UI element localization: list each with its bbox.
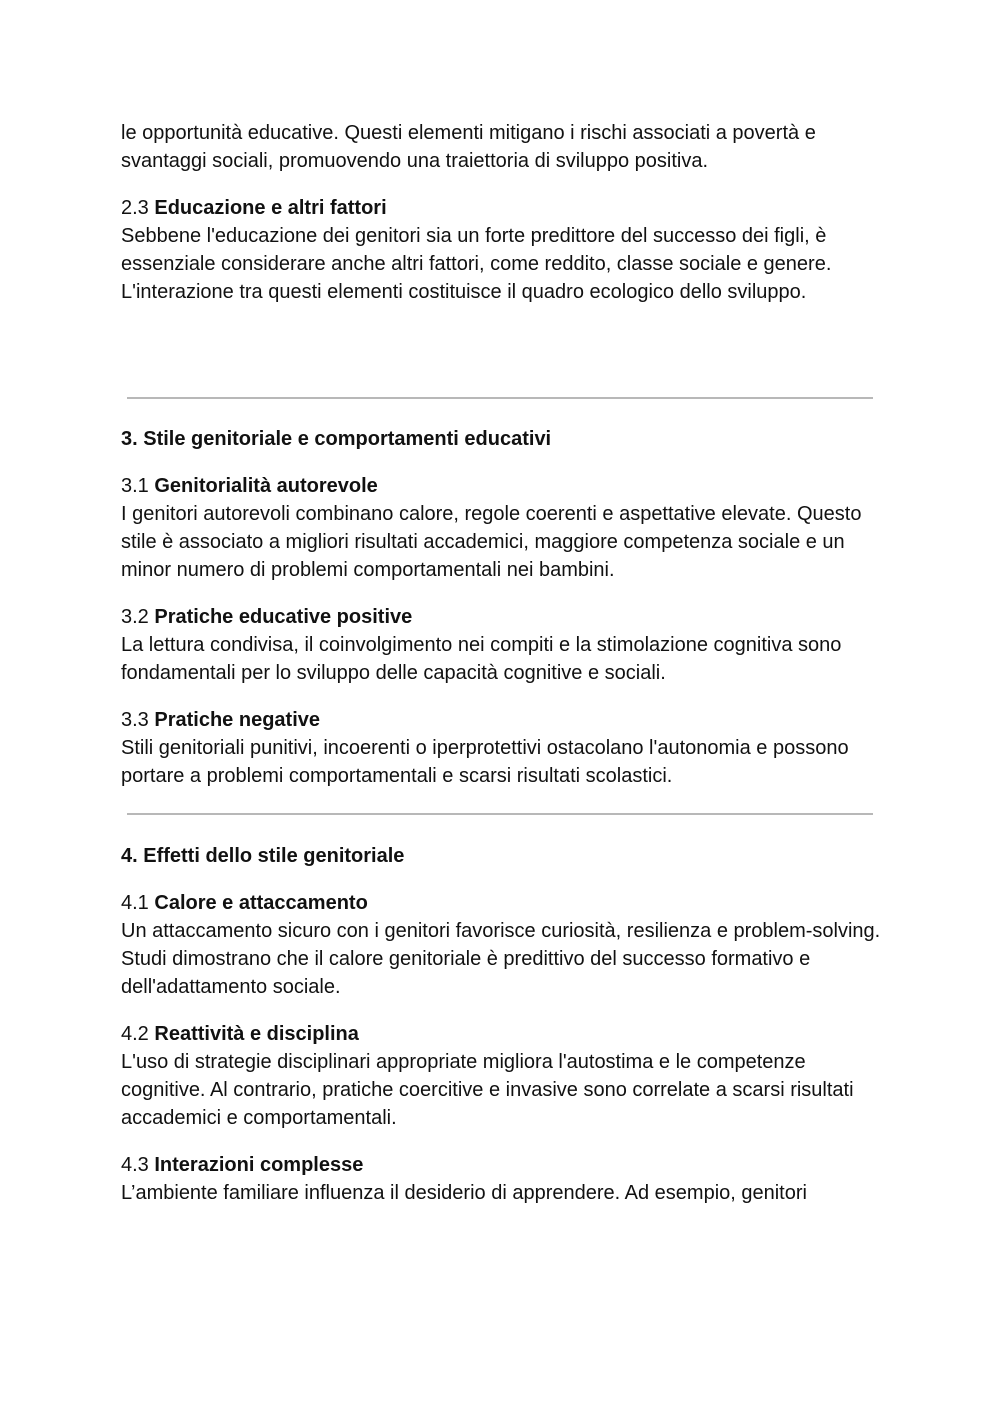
intro-paragraph: le opportunità educative. Questi elementi mitigano i rischi associati a povertà e svantaggi sociali, promuovendo una traiettoria di sviluppo positiva.	[121, 122, 816, 172]
subsection-body: I genitori autorevoli combinano calore, regole coerenti e aspettative elevate. Questo stile è associato a migliori risultati accademici, maggiore competenza sociale e un minor numero di problemi comportamentali nei bambini.	[121, 503, 862, 581]
subsection-heading	[121, 1020, 881, 1048]
subsection-body: Sebbene l'educazione dei genitori sia un forte predittore del successo dei figli, è essenziale considerare anche altri fattori, come reddito, classe sociale e genere. L'interazione tra questi elementi costituisce il quadro ecologico dello sviluppo.	[121, 225, 832, 303]
subsection-title: Pratiche negative	[154, 709, 320, 731]
subsection-heading	[121, 194, 881, 222]
section-4-title: 4. Effetti dello stile genitoriale	[121, 845, 405, 867]
subsection-heading	[121, 889, 881, 917]
subsection-body: Un attaccamento sicuro con i genitori favorisce curiosità, resilienza e problem-solving. Studi dimostrano che il calore genitoriale è predittivo del successo formativo e dell'adattamento sociale.	[121, 920, 881, 998]
subsection-title: Calore e attaccamento	[154, 892, 368, 914]
subsection-number: 3.2	[121, 606, 149, 628]
subsection-3-2	[121, 603, 881, 687]
subsection-3-1	[121, 472, 881, 584]
subsection-heading	[121, 706, 881, 734]
subsection-heading	[121, 1151, 881, 1179]
subsection-title: Reattività e disciplina	[154, 1023, 359, 1045]
subsection-title: Educazione e altri fattori	[154, 197, 387, 219]
subsection-body: La lettura condivisa, il coinvolgimento nei compiti e la stimolazione cognitiva sono fondamentali per lo sviluppo delle capacità cognitive e sociali.	[121, 634, 842, 684]
subsection-4-2	[121, 1020, 881, 1132]
subsection-number: 3.1	[121, 475, 149, 497]
section-3-title: 3. Stile genitoriale e comportamenti educativi	[121, 428, 552, 450]
subsection-body: Stili genitoriali punitivi, incoerenti o iperprotettivi ostacolano l'autonomia e possono portare a problemi comportamentali e scarsi risultati scolastici.	[121, 737, 849, 787]
subsection-3-3	[121, 706, 881, 790]
subsection-4-1	[121, 889, 881, 1001]
subsection-2-3	[121, 194, 881, 306]
subsection-title: Pratiche educative positive	[154, 606, 413, 628]
subsection-number: 2.3	[121, 197, 149, 219]
document-page	[121, 119, 881, 1207]
subsection-heading	[121, 603, 881, 631]
subsection-4-3	[121, 1151, 881, 1207]
subsection-title: Interazioni complesse	[154, 1154, 364, 1176]
subsection-number: 3.3	[121, 709, 149, 731]
subsection-number: 4.3	[121, 1154, 149, 1176]
subsection-number: 4.1	[121, 892, 149, 914]
subsection-number: 4.2	[121, 1023, 149, 1045]
subsection-title: Genitorialità autorevole	[154, 475, 378, 497]
subsection-body: L’ambiente familiare influenza il desiderio di apprendere. Ad esempio, genitori	[121, 1182, 807, 1204]
subsection-heading	[121, 472, 881, 500]
subsection-body: L'uso di strategie disciplinari appropriate migliora l'autostima e le competenze cognitive. Al contrario, pratiche coercitive e invasive sono correlate a scarsi risultati accademici e comportamentali.	[121, 1051, 854, 1129]
